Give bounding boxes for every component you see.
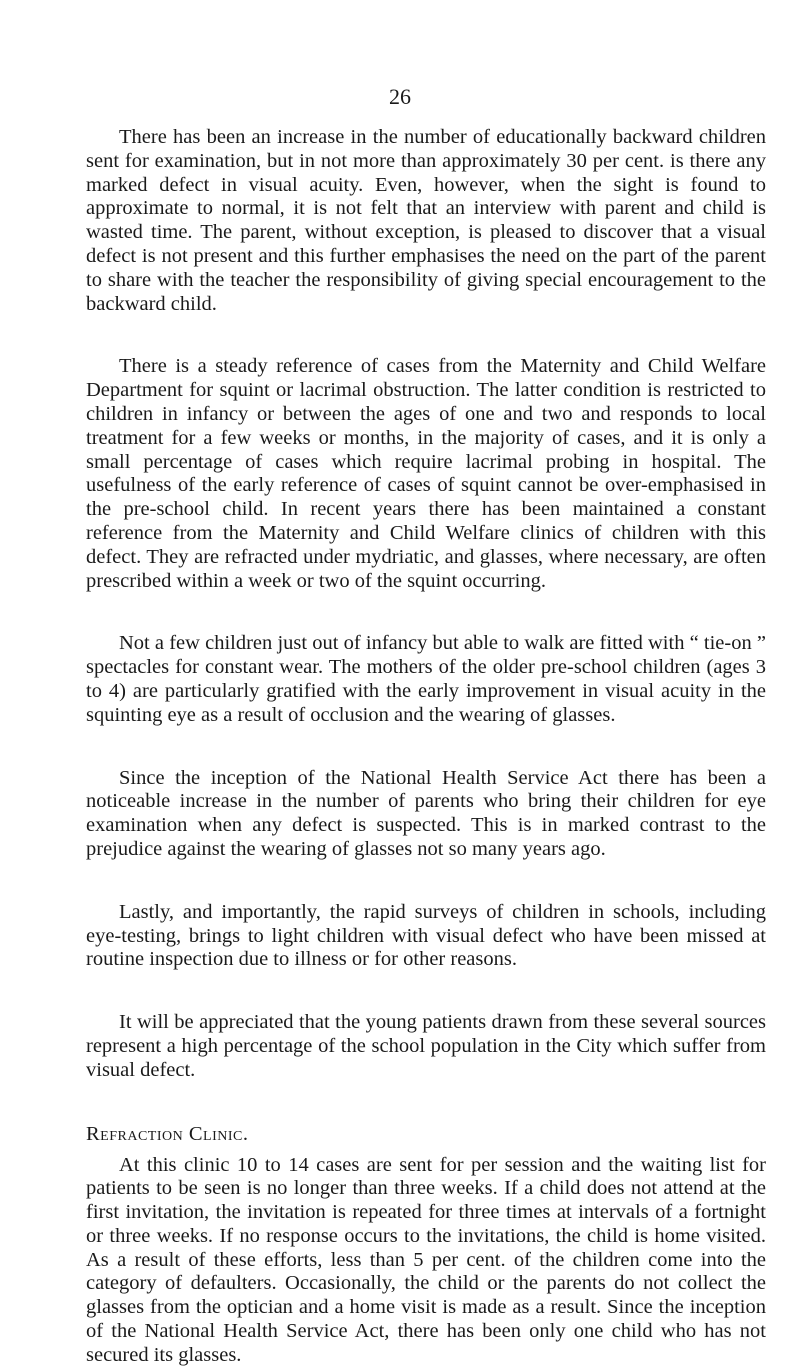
document-body — [86, 126, 766, 1368]
paragraph-school-population: It will be appreciated that the young patients drawn from these several sources represent a high percentage of the school population in the City which suffer from visual defect. — [86, 1011, 766, 1081]
paragraph-nhs-act: Since the inception of the National Health Service Act there has been a noticeable increase in the number of parents who bring their children for eye examination when any defect is suspected. This is in marked contrast to the prejudice against the wearing of glasses not so many years ago. — [86, 766, 766, 860]
page-number: 26 — [389, 84, 411, 109]
paragraph-tie-on-spectacles: Not a few children just out of infancy but able to walk are fitted with “ tie-on ” spectacles for constant wear. The mothers of the older pre-school children (ages 3 to 4) are particularly gratified with the early improvement in visual acuity in the squinting eye as a result of occlusion and the wearing of glasses. — [86, 632, 766, 726]
paragraph-maternity-referrals: There is a steady reference of cases from the Maternity and Child Welfare Department for squint or lacrimal obstruction. The latter condition is restricted to children in infancy or between the ages of one and two and responds to local treatment for a few weeks or months, in the majority of cases, and it is only a small percentage of cases which require lacrimal probing in hospital. The usefulness of the early reference of cases of squint cannot be over-emphasised in the pre-school child. In recent years there has been maintained a constant reference from the Maternity and Child Welfare clinics of children with this defect. They are refracted under mydriatic, and glasses, where necessary, are often prescribed within a week or two of the squint occurring. — [86, 355, 766, 592]
paragraph-school-surveys: Lastly, and importantly, the rapid surveys of children in schools, including eye-testing, brings to light children with visual defect who have been missed at routine inspection due to illness or for other reasons. — [86, 900, 766, 971]
paragraph-refraction-clinic: At this clinic 10 to 14 cases are sent for per session and the waiting list for patients to be seen is no longer than three weeks. If a child does not attend at the first invitation, the invitation is repeated for three times at intervals of a fortnight or three weeks. If no response occurs to the invitations, the child is home visited. As a result of these efforts, less than 5 per cent. of the children come into the category of defaulters. Occasionally, the child or the parents do not collect the glasses from the optician and a home visit is made as a result. Since the inception of the National Health Service Act, there has been only one child who has not secured its glasses. — [86, 1153, 766, 1366]
section-heading-refraction-clinic: Refraction Clinic. — [86, 1122, 249, 1145]
paragraph-backward-children: There has been an increase in the number of educationally backward children sent for examination, but in not more than approximately 30 per cent. is there any marked defect in visual acuity. Even, however, when the sight is found to approximate to normal, it is not felt that an interview with parent and child is wasted time. The parent, without exception, is pleased to discover that a visual defect is not present and this further emphasises the need on the part of the parent to share with the teacher the responsibility of giving special encouragement to the backward child. — [86, 126, 766, 315]
